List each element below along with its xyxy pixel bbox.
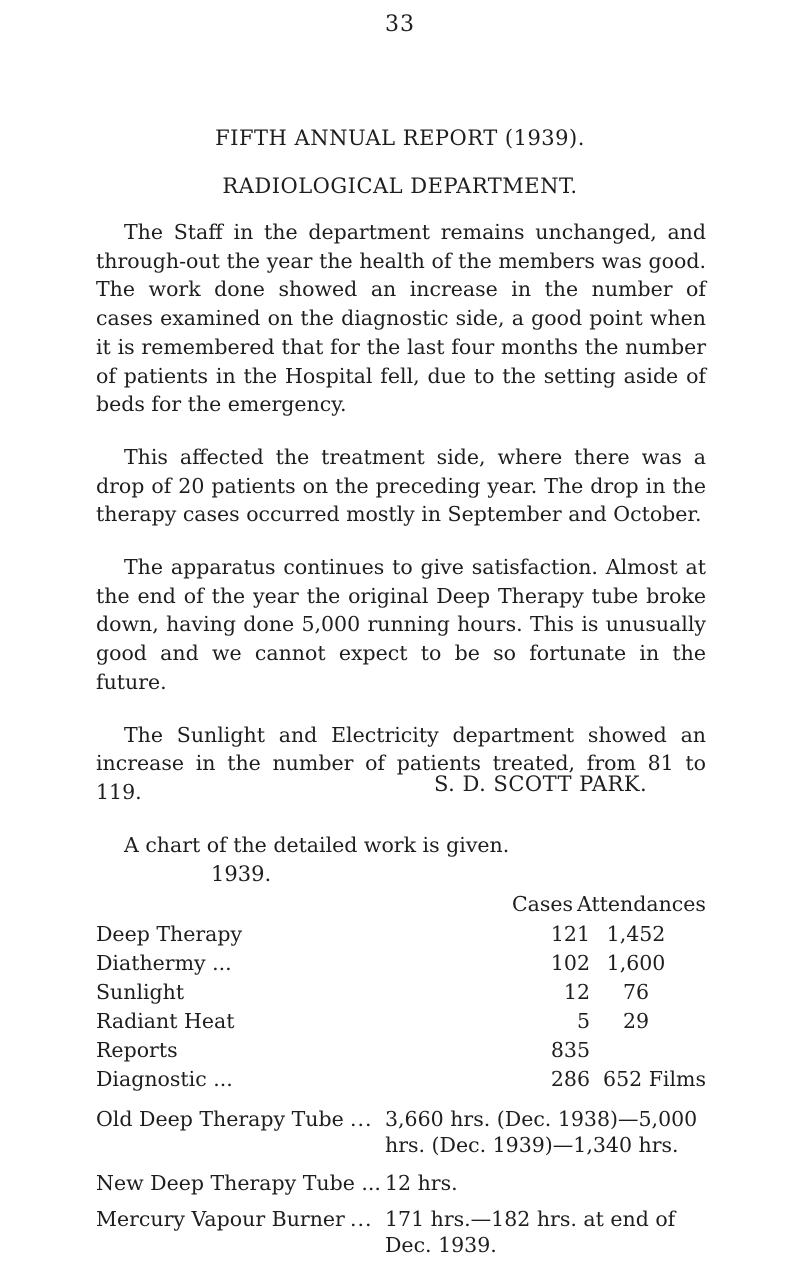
row-name: Radiant Heat — [96, 1009, 235, 1033]
row-name: Sunlight — [96, 980, 185, 1004]
equipment-name: New Deep Therapy Tube ... — [96, 1171, 381, 1195]
row-cases: 5 — [576, 1009, 590, 1033]
signature: S. D. SCOTT PARK. — [434, 772, 648, 796]
table-row — [96, 1038, 706, 1066]
equipment-name: Old Deep Therapy Tube — [96, 1107, 344, 1131]
paragraph: The Staff in the department remains unchanged, and through-out the year the health of the members was good. The work done showed an increase in the number of cases examined on the diagnostic side, a good point when it is remembered that for the last four months the number of patients in the Hospital fell, due to the setting aside of beds for the emergency. — [96, 220, 706, 417]
column-header-attendances: Attendances — [577, 892, 706, 916]
table-year: 1939. — [211, 862, 272, 886]
equipment-row — [96, 1170, 706, 1198]
paragraph: The Sunlight and Electricity department showed an increase in the number of patients treated, from 81 to 119. — [96, 722, 706, 804]
row-cases: 121 — [550, 922, 590, 946]
paragraph: This affected the treatment side, where there was a drop of 20 patients on the preceding year. The drop in the therapy cases occurred mostly in September and October. — [96, 444, 706, 527]
equipment-hours: 3,660 hrs. (Dec. 1938)—5,000 hrs. (Dec. 1939)—1,340 hrs. — [385, 1107, 698, 1157]
equipment-hours: 12 hrs. — [385, 1171, 458, 1195]
row-cases: 835 — [550, 1038, 590, 1062]
equipment-row — [96, 1106, 706, 1162]
paragraph: The apparatus continues to give satisfaction. Almost at the end of the year the original Deep Therapy tube broke down, having done 5,000 running hours. This is unusually good and we cannot expect to be so fortunate in the future. — [96, 555, 706, 694]
report-title: FIFTH ANNUAL REPORT (1939). — [215, 126, 585, 150]
department-title: RADIOLOGICAL DEPARTMENT. — [222, 174, 578, 198]
table-row — [96, 1009, 706, 1037]
row-attendances: 652 Films — [603, 1067, 706, 1091]
equipment-dots: ... — [350, 1207, 373, 1231]
page-number: 33 — [385, 12, 415, 37]
row-name: Diagnostic ... — [96, 1067, 233, 1091]
table-row — [96, 1067, 706, 1095]
equipment-hours: 171 hrs.—182 hrs. at end of Dec. 1939. — [385, 1207, 676, 1257]
equipment-dots: ... — [350, 1107, 373, 1131]
row-name: Diathermy ... — [96, 951, 232, 975]
row-cases: 12 — [563, 980, 590, 1004]
row-name: Deep Therapy — [96, 922, 243, 946]
row-name: Reports — [96, 1038, 178, 1062]
row-cases: 102 — [550, 951, 590, 975]
equipment-row — [96, 1206, 706, 1262]
row-attendances: 1,452 — [606, 922, 666, 946]
paragraph: A chart of the detailed work is given. — [124, 832, 510, 857]
column-header-cases: Cases — [512, 892, 574, 916]
table-row — [96, 951, 706, 979]
row-attendances: 29 — [622, 1009, 650, 1033]
equipment-name: Mercury Vapour Burner — [96, 1207, 345, 1231]
row-attendances: 1,600 — [606, 951, 666, 975]
table-row — [96, 922, 706, 950]
row-attendances: 76 — [622, 980, 650, 1004]
table-row — [96, 980, 706, 1008]
row-cases: 286 — [550, 1067, 590, 1091]
